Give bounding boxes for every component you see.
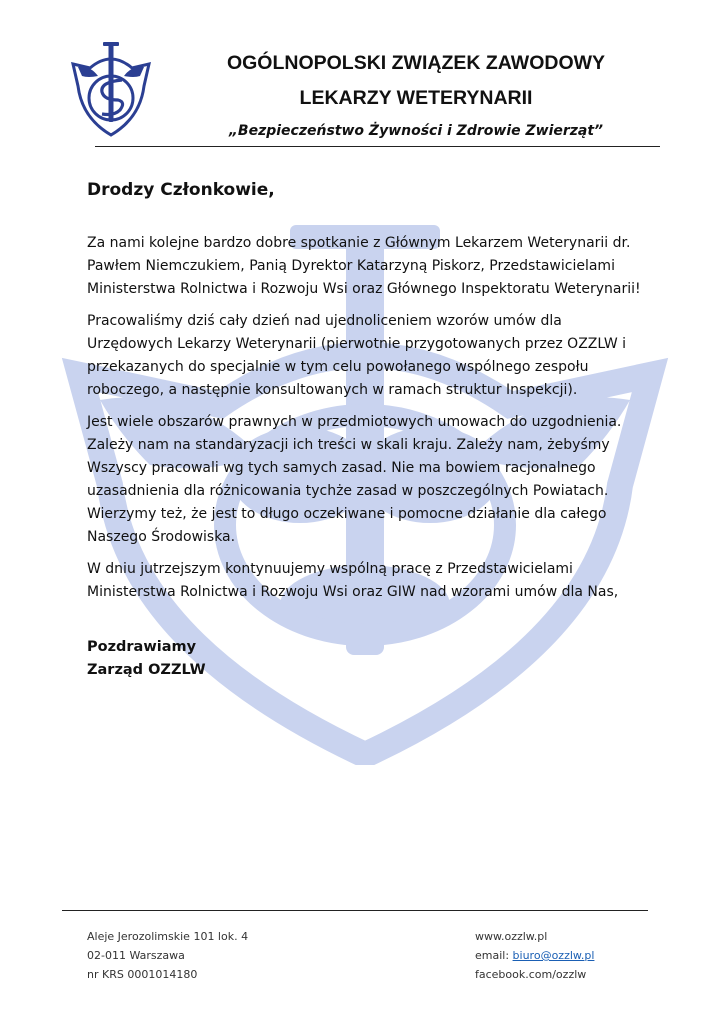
org-motto: „Bezpieczeństwo Żywności i Zdrowie Zwierząt” — [228, 123, 604, 139]
footer-address — [87, 927, 248, 984]
facebook-link[interactable]: facebook.com/ozzlw — [475, 968, 587, 981]
address-line1: Aleje Jerozolimskie 101 lok. 4 — [87, 930, 249, 943]
letter-paragraph: Za nami kolejne bardzo dobre spotkanie z Głównym Lekarzem Weterynarii dr. Pawłem Niemczukiem, Panią Dyrektor Katarzyną Piskorz, Przedstawicielami Ministerstwa Rolnictwa i Rozwoju Wsi oraz Głównego Inspektoratu Weterynarii! — [87, 235, 641, 297]
krs-number: nr KRS 0001014180 — [87, 968, 198, 981]
footer-divider — [62, 910, 648, 911]
veterinary-caduceus-shield-icon — [70, 40, 152, 138]
org-name-line2: LEKARZY WETERYNARII — [299, 87, 533, 109]
address-line2: 02-011 Warszawa — [87, 949, 185, 962]
letter-paragraph: Pracowaliśmy dziś cały dzień nad ujednoliceniem wzorów umów dla Urzędowych Lekarzy Weterynarii (pierwotnie przygotowanych przez OZZLW i przekazanych do specjalnie w tym celu powołanego wspólnego zespołu roboczego, a następnie konsultowanych w ramach struktur Inspekcji). — [87, 313, 627, 398]
email-label: email: — [475, 949, 513, 962]
letter-paragraph: W dniu jutrzejszym kontynuujemy wspólną pracę z Przedstawicielami Ministerstwa Rolnictwa i Rozwoju Wsi oraz GIW nad wzorami umów dla Nas, — [87, 561, 619, 600]
letter-greeting: Drodzy Członkowie, — [87, 180, 275, 200]
footer-contact — [475, 927, 594, 984]
email-link[interactable]: biuro@ozzlw.pl — [512, 949, 595, 962]
letter-paragraph: Jest wiele obszarów prawnych w przedmiotowych umowach do uzgodnienia. Zależy nam na standaryzacji ich treści w skali kraju. Zależy nam, żebyśmy Wszyscy pracowali wg tych samych zasad. Nie ma bowiem racjonalnego uzasadnienia dla różnicowania tychże zasad w poszczególnych Powiatach. Wierzymy też, że jest to długo oczekiwane i pomocne działanie dla całego Naszego Środowiska. — [87, 414, 622, 545]
header-divider — [95, 146, 660, 147]
website-link[interactable]: www.ozzlw.pl — [475, 930, 548, 943]
letter-signoff — [87, 636, 647, 682]
letter-signature: Zarząd OZZLW — [87, 662, 206, 678]
letter-closing: Pozdrawiamy — [87, 639, 197, 655]
org-name-line1: OGÓLNOPOLSKI ZWIĄZEK ZAWODOWY — [226, 52, 606, 74]
letter-body — [87, 180, 647, 682]
email-row — [475, 946, 594, 965]
